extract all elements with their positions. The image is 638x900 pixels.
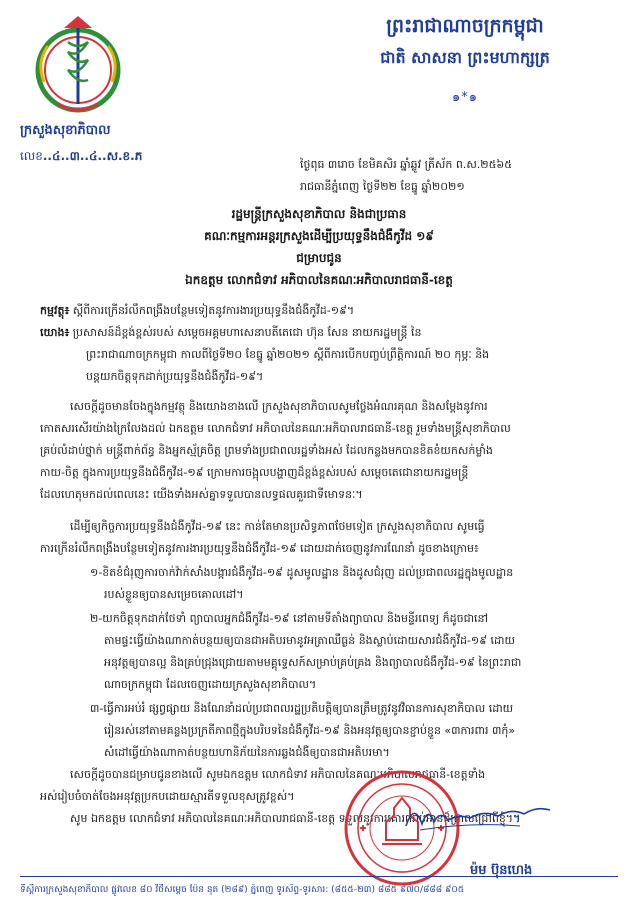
- footer-divider: [20, 876, 618, 877]
- signatory-name: ម៉ម ប៊ុនហេង: [470, 863, 533, 878]
- subject-label: កម្មវត្ថុ៖: [40, 304, 70, 317]
- header-ornament: ๑*๑: [451, 90, 478, 105]
- body-p1-line: គ្រប់លំដាប់ថ្នាក់ មន្ត្រីពាក់ព័ន្ធ និងអ្នកស្ម័គ្រចិត្ត ព្រមទាំងប្រជាពលរដ្ឋទាំងអស់ ដែលកន្លងមកបានខិតខំយកសក់ម្លាំង: [40, 444, 493, 457]
- kingdom-title: ព្រះរាជាណាចក្រកម្ពុជា: [386, 15, 544, 37]
- list-item-3-line: សំដៅធ្វើយ៉ាងណាកាត់បន្ថយហានិភ័យនៃការឆ្លងជំងឺឲ្យបានជាអតិបរមា។: [104, 746, 390, 759]
- lunar-date: ថ្ងៃពុធ ៣រោច ខែមិគសិរ ឆ្នាំឆ្លូវ ត្រីស័ក ព.ស.២៥៦៥: [300, 158, 512, 171]
- body-p1-line: កោតសរសើរយ៉ាងក្រៃលែងដល់ ឯកឧត្តម លោកជំទាវ អភិបាលនៃគណៈអភិបាលរាជធានី-ខេត្ត រួមទាំងមន្ត្រីសុខាភិបាល: [40, 422, 511, 435]
- body-p3-line: សេចក្តីដូចបានជម្រាបជូនខាងលើ សូមឯកឧត្តម លោកជំទាវ អភិបាលនៃគណៈអភិបាលរាជធានី-ខេត្តទាំង: [70, 768, 486, 781]
- committee-title: គណៈកម្មការអន្តរក្រសួងដើម្បីប្រយុទ្ធនឹងជំងឺកូវីដ ១៩: [204, 229, 434, 243]
- recipient-title: ឯកឧត្តម លោកជំទាវ អភិបាលនៃគណៈអភិបាលរាជធានី-ខេត្ត: [185, 273, 453, 287]
- footer-address: ទីស្តីការក្រសួងសុខាភិបាល ផ្លូវលេខ ៨០ វិថីសម្តេច ប៉ែន នុត (២៨៩) ភ្នំពេញ ទូរស័ព្ទ-ទូរសារ: (៨៥៥-២៣) ៨៨៥ ៩៧០/៨៨៨ ៩០៥: [20, 885, 465, 895]
- reference-value: ..៤..៣..៤..ស.ខ.ភ: [42, 149, 143, 163]
- sender-title: រដ្ឋមន្ត្រីក្រសួងសុខាភិបាល និងជាប្រធាន: [231, 207, 407, 221]
- reference-line-2: ព្រះរាជាណាចក្រកម្ពុជា កាលពីថ្ងៃទី២០ ខែធ្នូ ឆ្នាំ២០២១ ស្តីពីការបើកបញ្ចប់ព្រឹត្តិការណ៍ ២០ កុម្ភៈ និង: [86, 348, 490, 361]
- body-p1-line: កាយ-ចិត្ត ក្នុងការប្រយុទ្ធនឹងជំងឺកូវីដ-១៩ ក្រោមការចង្អុលបង្ហាញដ៏ខ្ពង់ខ្ពស់របស់ សម្តេចតេជោនាយករដ្ឋមន្ត្រី: [40, 466, 469, 479]
- subject-text: ស្តីពីការក្រើនរំលឹកពង្រឹងបន្ថែមទៀតនូវការងារប្រយុទ្ធនឹងជំងឺកូវីដ-១៩។: [72, 304, 355, 317]
- body-p2-line: ការក្រើនរំលឹកពង្រឹងបន្ថែមទៀតនូវការងារប្រយុទ្ធនឹងជំងឺកូវីដ-១៩ ដោយដាក់ចេញនូវការណែនាំ ដូចខាងក្រោម៖: [40, 542, 479, 555]
- list-item-2-line: ២-យកចិត្តទុកដាក់ថែទាំ ព្យាបាលអ្នកជំងឺកូវីដ-១៩ នៅតាមទីតាំងព្យាបាល និងមន្ទីរពេទ្យ ក៏ដូចជានៅ: [90, 612, 489, 625]
- national-motto: ជាតិ សាសនា ព្រះមហាក្សត្រ: [380, 48, 550, 67]
- list-item-1-line: ១-ខិតខំជំរុញការចាក់វ៉ាក់សាំងបង្ការជំងឺកូវីដ-១៩ ដូសមូលដ្ឋាន និងដូសជំរុញ ដល់ប្រជាពលរដ្ឋក្នុងមូលដ្ឋាន: [90, 566, 514, 579]
- body-p1-line: ដែលហេតុមកដល់ពេលនេះ យើងទាំងអស់គ្នាទទួលបានលទ្ធផលគួរជាទីមោទនៈ។: [40, 488, 363, 501]
- handwritten-mark: ។: [513, 812, 521, 825]
- reference-text-1: ប្រសាសន៍ដ៏ខ្ពង់ខ្ពស់របស់ សម្តេចអគ្គមហាសេនាបតីតេជោ ហ៊ុន សែន នាយករដ្ឋមន្ត្រី នៃ: [72, 326, 422, 339]
- reference-line-3: បន្តយកចិត្តទុកដាក់ប្រយុទ្ធនឹងជំងឺកូវីដ-១៩។: [86, 370, 264, 383]
- list-item-2-line: អនុវត្តឲ្យបានល្អ និងគ្រប់ជ្រុងជ្រោយតាមមគ្គុទ្ទេសក៍សម្រាប់គ្រប់គ្រង និងព្យាបាលជំងឺកូវីដ-១៩ នៃព្រះរាជា: [104, 656, 522, 669]
- list-item-1-line: របស់ខ្លួនឲ្យបានសម្រេចគោលដៅ។: [104, 588, 244, 601]
- subject-line: [40, 300, 606, 322]
- ministry-logo: [28, 12, 128, 122]
- body-p2-line: ដើម្បីឲ្យកិច្ចការប្រយុទ្ធនឹងជំងឺកូវីដ-១៩ នេះ កាន់តែមានប្រសិទ្ធភាពថែមទៀត ក្រសួងសុខាភិបាល សូមធ្វើ: [70, 520, 485, 533]
- body-p3-line: អស់រៀបចំចាត់ចែងអនុវត្តប្រកបដោយស្មារតីទទួលខុសត្រូវខ្ពស់។: [40, 790, 295, 803]
- handwritten-signature: [400, 796, 560, 836]
- list-item-3-line: រៀនរស់នៅតាមគន្លងប្រក្រតីភាពថ្មីក្នុងបរិបទនៃជំងឺកូវីដ-១៩ និងអនុវត្តឲ្យបានខ្ជាប់ខ្ជួន «៣ការពារ ៣កុំ»: [104, 724, 516, 737]
- reference-line-1: [40, 322, 606, 344]
- reference-label: លេខ: [20, 149, 43, 163]
- list-item-3-line: ៣-ធ្វើការអប់រំ ផ្សព្វផ្សាយ និងណែនាំដល់ប្រជាពលរដ្ឋប្រតិបត្តិឲ្យបានត្រឹមត្រូវនូវវិធានការសុខាភិបាល ដោយ: [90, 702, 514, 715]
- body-p1-line: សេចក្តីដូចមានចែងក្នុងកម្មវត្ថុ និងយោងខាងលើ ក្រសួងសុខាភិបាលសូមថ្លែងអំណរគុណ និងសម្តែងនូវការ: [70, 400, 488, 413]
- reference-number: [20, 148, 210, 166]
- reference-label-yoeng: យោង៖: [40, 326, 70, 339]
- list-item-2-line: តាមផ្ទះធ្វើយ៉ាងណាកាត់បន្ថយឲ្យបានជាអតិបរមានូវអត្រាឈឺធ្ងន់ និងស្លាប់ដោយសារជំងឺកូវីដ-១៩ ដោយ: [104, 634, 515, 647]
- closing-text: សូម ឯកឧត្តម លោកជំទាវ អភិបាលនៃគណៈអភិបាលរាជធានី-ខេត្ត ទទួលនូវការគោរពរាប់អានដ៏ជ្រាលជ្រៅពីខ្ញុំ។: [70, 812, 514, 825]
- solar-date: រាជធានីភ្នំពេញ ថ្ងៃទី២២ ខែធ្នូ ឆ្នាំ២០២១: [300, 180, 465, 193]
- list-item-2-line: ណាចក្រកម្ពុជា ដែលចេញដោយក្រសួងសុខាភិបាល។: [104, 678, 317, 691]
- salutation: ជម្រាបជូន: [296, 251, 342, 265]
- ministry-name: ក្រសួងសុខាភិបាល: [20, 123, 111, 138]
